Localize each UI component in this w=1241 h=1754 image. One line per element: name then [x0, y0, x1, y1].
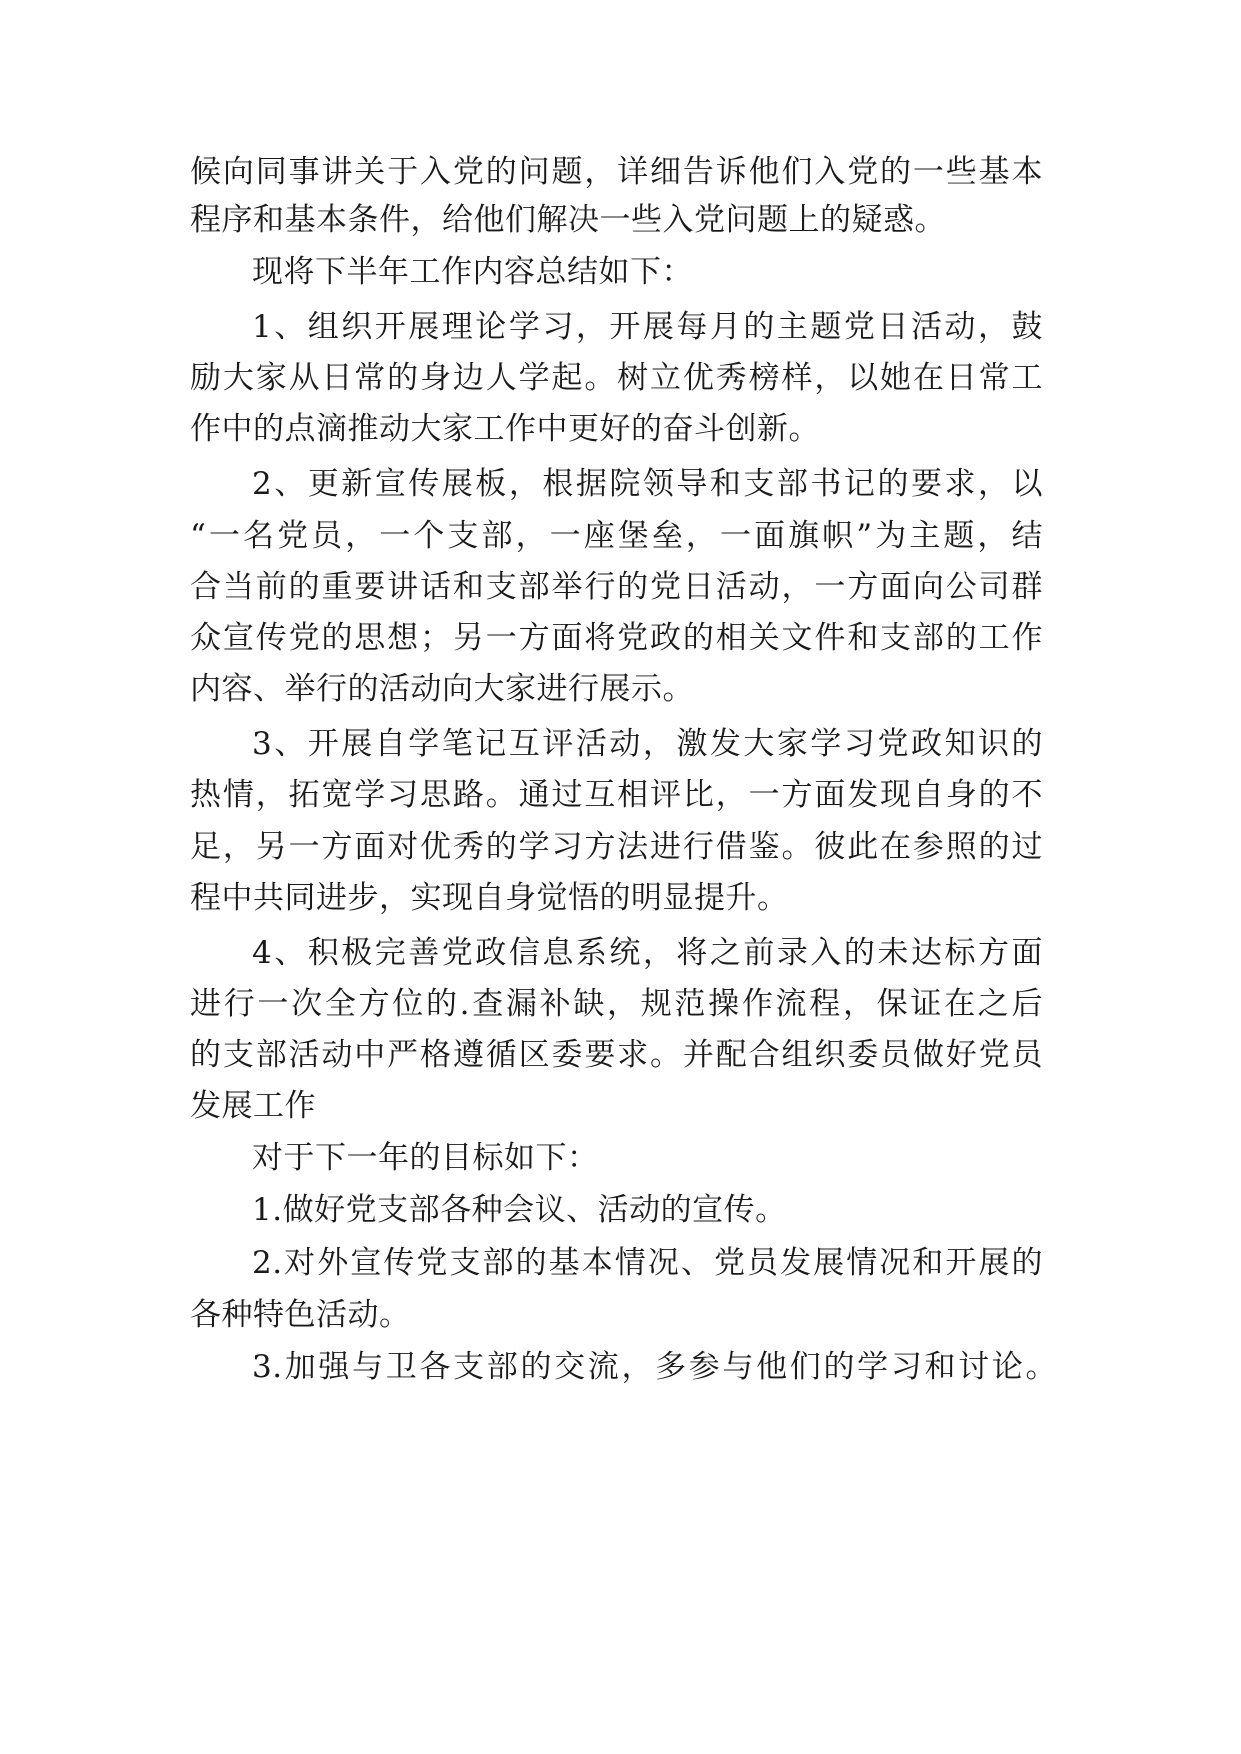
body-text-line: 合当前的重要讲话和支部举行的党日活动，一方面向公司群 — [190, 569, 1043, 605]
body-text-line: 发展工作 — [190, 1088, 316, 1124]
body-text-line: 对于下一年的目标如下： — [252, 1140, 599, 1176]
body-text-line: 内容、举行的活动向大家进行展示。 — [190, 671, 694, 707]
body-text-line: 3、开展自学笔记互评活动，激发大家学习党政知识的 — [252, 726, 1043, 762]
body-text-line: 足，另一方面对优秀的学习方法进行借鉴。彼此在参照的过 — [190, 829, 1043, 865]
body-text-line: “一名党员，一个支部，一座堡垒，一面旗帜”为主题，结 — [190, 518, 1043, 554]
body-text-line: 作中的点滴推动大家工作中更好的奋斗创新。 — [190, 411, 820, 447]
body-text-line: 候向同事讲关于入党的问题，详细告诉他们入党的一些基本 — [190, 154, 1043, 190]
body-text-line: 现将下半年工作内容总结如下： — [252, 254, 693, 290]
body-text-line: 励大家从日常的身边人学起。树立优秀榜样，以她在日常工 — [190, 360, 1043, 396]
body-text-line: 众宣传党的思想；另一方面将党政的相关文件和支部的工作 — [190, 620, 1043, 656]
body-text-line: 1.做好党支部各种会议、活动的宣传。 — [252, 1192, 787, 1228]
body-text-line: 3.加强与卫各支部的交流，多参与他们的学习和讨论。 — [252, 1349, 1057, 1385]
body-text-line: 程中共同进步，实现自身觉悟的明显提升。 — [190, 880, 789, 916]
body-text-line: 1、组织开展理论学习，开展每月的主题党日活动，鼓 — [252, 309, 1043, 345]
body-text-line: 各种特色活动。 — [190, 1297, 411, 1333]
body-text-line: 热情，拓宽学习思路。通过互相评比，一方面发现自身的不 — [190, 777, 1043, 813]
body-text-line: 2.对外宣传党支部的基本情况、党员发展情况和开展的 — [252, 1245, 1043, 1281]
body-text-line: 进行一次全方位的.查漏补缺，规范操作流程，保证在之后 — [190, 986, 1043, 1022]
body-text-line: 2、更新宣传展板，根据院领导和支部书记的要求，以 — [252, 466, 1043, 502]
body-text-line: 的支部活动中严格遵循区委要求。并配合组织委员做好党员 — [190, 1037, 1043, 1073]
body-text-line: 程序和基本条件，给他们解决一些入党问题上的疑惑。 — [190, 202, 946, 238]
body-text-line: 4、积极完善党政信息系统，将之前录入的未达标方面 — [252, 935, 1043, 971]
